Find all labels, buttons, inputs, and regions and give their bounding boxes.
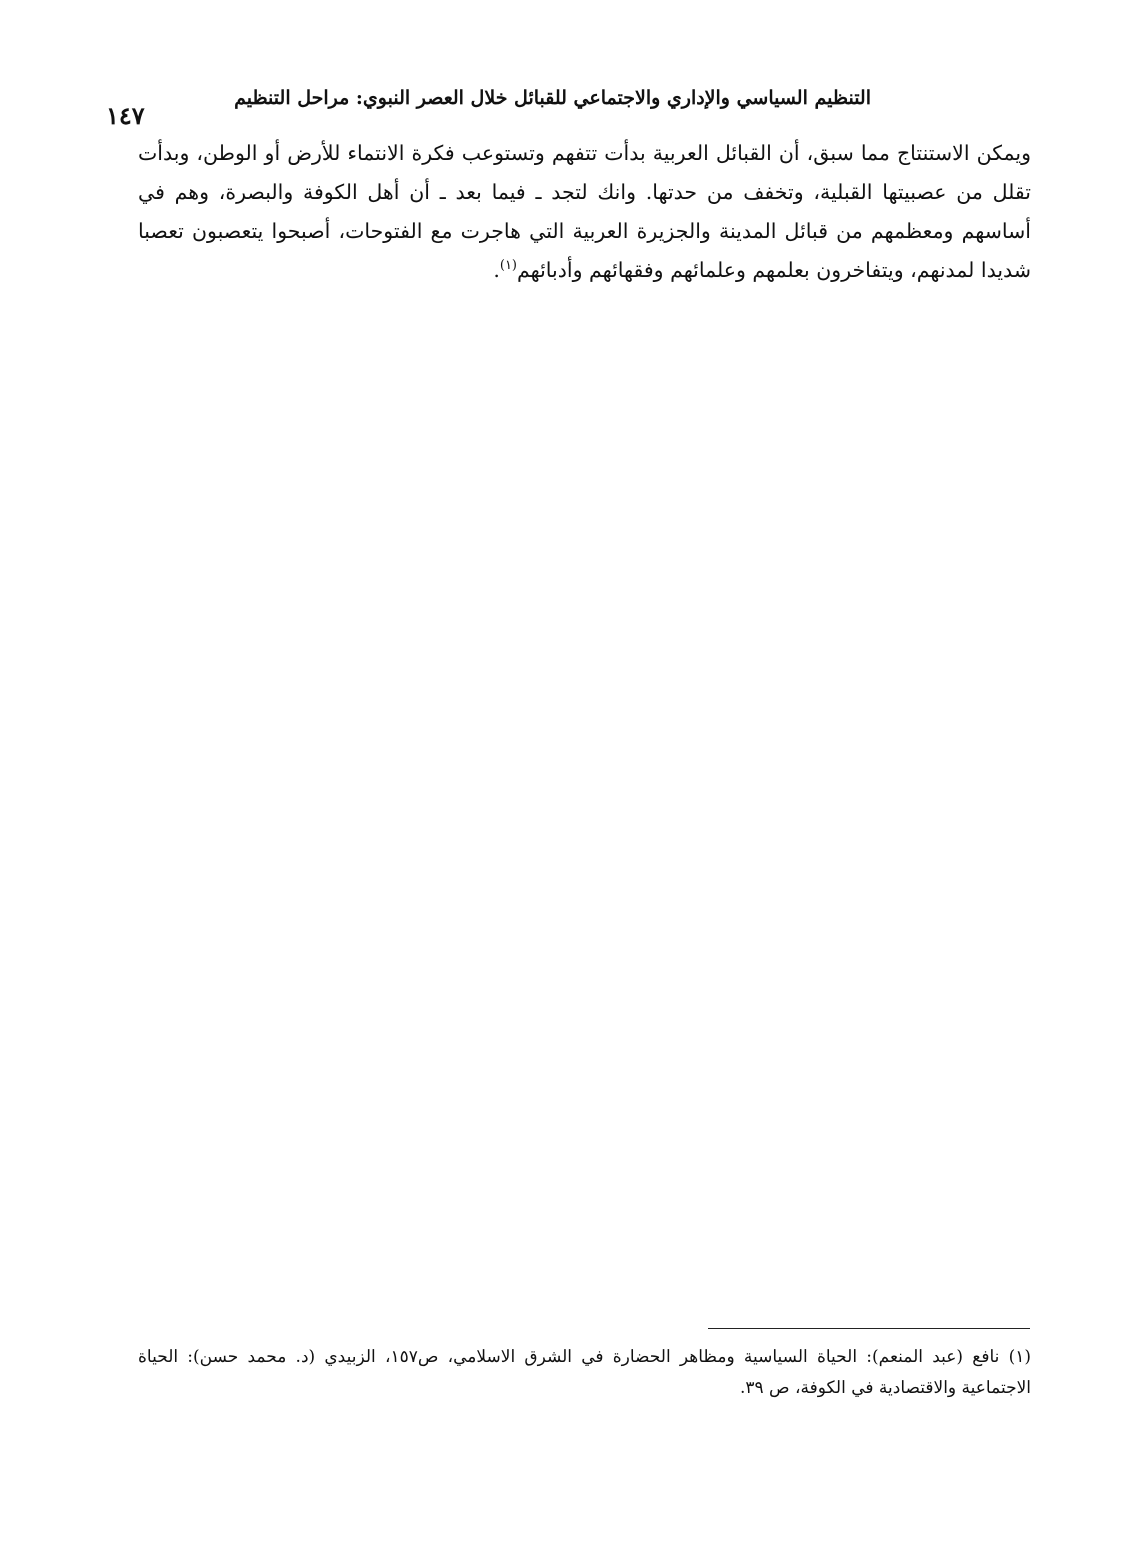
footnotes — [138, 1342, 1031, 1404]
paragraph-text: ويمكن الاستنتاج مما سبق، أن القبائل العربية بدأت تتفهم وتستوعب فكرة الانتماء للأرض أو الوطن، وبدأت تقلل من عصبيتها القبلية، وتخفف من حدتها. وانك لتجد ـ فيما بعد ـ أن أهل الكوفة والبصرة، وهم في أساسهم ومعظمهم من قبائل المدينة والجزيرة العربية التي هاجرت مع الفتوحات، أصبحوا يتعصبون تعصبا شديدا لمدنهم، ويتفاخرون بعلمهم وعلمائهم وفقهائهم وأدبائهم — [138, 141, 1031, 282]
footnote-divider — [708, 1328, 1030, 1329]
running-header: التنظيم السياسي والإداري والاجتماعي للقبائل خلال العصر النبوي: مراحل التنظيم — [234, 87, 871, 109]
page-number: ١٤٧ — [106, 101, 145, 130]
body-paragraph — [138, 134, 1031, 290]
paragraph-end: . — [493, 258, 500, 282]
footnote-reference[interactable]: (١) — [499, 258, 517, 274]
body-text — [138, 134, 1031, 290]
footnote-1: (١) نافع (عبد المنعم): الحياة السياسية ومظاهر الحضارة في الشرق الاسلامي، ص١٥٧، الزبيدي (د. محمد حسن): الحياة الاجتماعية والاقتصادية في الكوفة، ص ٣٩. — [138, 1347, 1031, 1398]
